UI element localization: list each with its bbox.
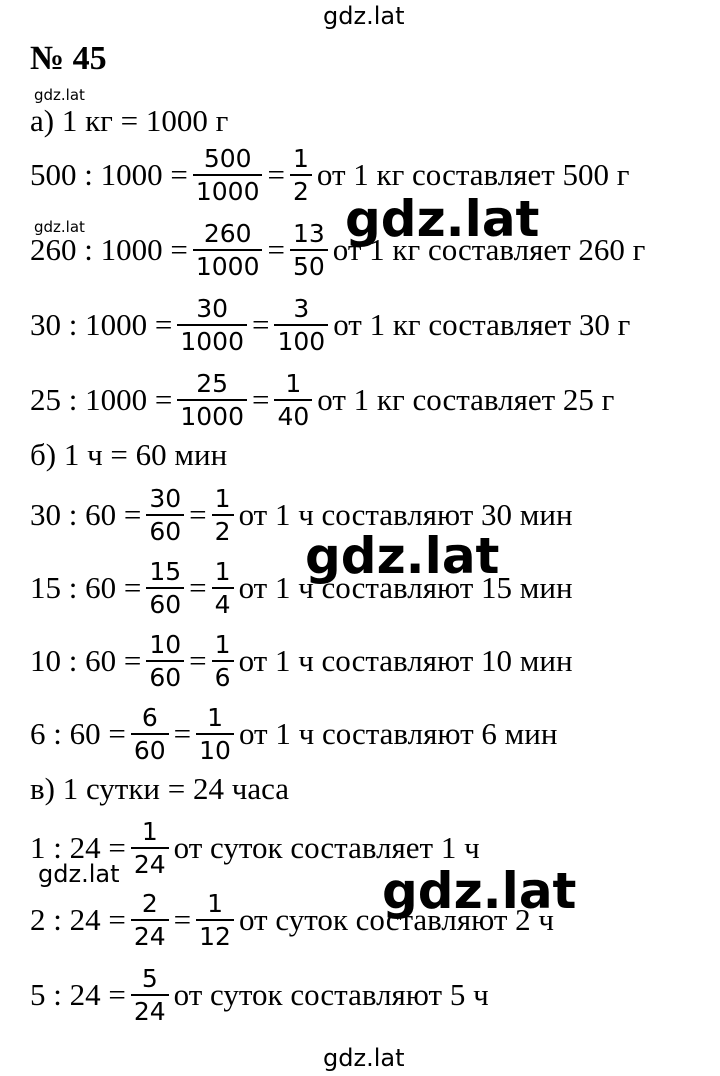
fraction: $\frac{30}{60}$ bbox=[146, 483, 184, 548]
watermark-large: gdz.lat bbox=[382, 862, 577, 920]
equation-expr: 500 : 1000 = bbox=[30, 157, 188, 192]
equation-expr: 5 : 24 = bbox=[30, 977, 126, 1012]
equation-row: 25 : 1000 = $\frac{25}{1000}$ = $\frac{1}{40}$ от 1 кг составляет 25 г bbox=[30, 368, 615, 431]
fraction: $\frac{2}{24}$ bbox=[131, 888, 169, 953]
fraction: $\frac{1}{2}$ bbox=[290, 143, 312, 208]
equation-row bbox=[30, 955, 489, 1035]
equation-row: 30 : 60 = $\frac{30}{60}$ = $\frac{1}{2}$ от 1 ч составляют 30 мин bbox=[30, 483, 573, 546]
fraction: $\frac{500}{1000}$ bbox=[193, 143, 263, 208]
equation-expr: 25 : 1000 = bbox=[30, 382, 173, 417]
fraction: $\frac{1}{2}$ bbox=[212, 483, 234, 548]
fraction: $\frac{25}{1000}$ bbox=[177, 368, 247, 433]
watermark-large: gdz.lat bbox=[305, 527, 500, 585]
part-b-heading: б) 1 ч = 60 мин bbox=[30, 437, 228, 472]
equation-text: от суток составляют 5 ч bbox=[173, 977, 489, 1012]
fraction: $\frac{30}{1000}$ bbox=[177, 293, 247, 358]
equation-expr: 30 : 60 = bbox=[30, 497, 142, 532]
equation-expr: 1 : 24 = bbox=[30, 830, 126, 865]
watermark-bottom: gdz.lat bbox=[323, 1044, 405, 1072]
fraction: $\frac{1}{12}$ bbox=[196, 888, 234, 953]
fraction: $\frac{1}{10}$ bbox=[196, 702, 234, 767]
equation-text: от 1 ч составляют 6 мин bbox=[238, 716, 558, 751]
equation-expr: 10 : 60 = bbox=[30, 643, 142, 678]
equation-text: от 1 кг составляет 500 г bbox=[316, 157, 630, 192]
fraction: $\frac{260}{1000}$ bbox=[193, 218, 263, 283]
equation-expr: 2 : 24 = bbox=[30, 902, 126, 937]
equation-expr: 6 : 60 = bbox=[30, 716, 126, 751]
watermark-small: gdz.lat bbox=[34, 86, 85, 104]
part-c-heading: в) 1 сутки = 24 часа bbox=[30, 771, 289, 806]
equation-row: 500 : 1000 = $\frac{500}{1000}$ = $\frac{1}{2}$ от 1 кг составляет 500 г bbox=[30, 143, 630, 206]
equation-text: от 1 кг составляет 25 г bbox=[317, 382, 615, 417]
equation-text: от 1 ч составляют 15 мин bbox=[238, 570, 573, 605]
fraction: $\frac{13}{50}$ bbox=[290, 218, 328, 283]
fraction: $\frac{15}{60}$ bbox=[146, 556, 184, 621]
fraction: $\frac{3}{100}$ bbox=[274, 293, 328, 358]
equation-text: от 1 кг составляет 260 г bbox=[332, 232, 646, 267]
equation-row: 15 : 60 = $\frac{15}{60}$ = $\frac{1}{4}$ от 1 ч составляют 15 мин bbox=[30, 556, 573, 619]
fraction: $\frac{1}{4}$ bbox=[212, 556, 234, 621]
fraction: $\frac{5}{24}$ bbox=[131, 963, 169, 1028]
watermark-small: gdz.lat bbox=[34, 218, 85, 236]
fraction: $\frac{6}{60}$ bbox=[131, 702, 169, 767]
fraction: $\frac{1}{24}$ bbox=[131, 816, 169, 881]
equation-text: от суток составляют 2 ч bbox=[238, 902, 554, 937]
exercise-number: № 45 bbox=[30, 40, 107, 77]
equation-expr: 30 : 1000 = bbox=[30, 307, 173, 342]
watermark-large: gdz.lat bbox=[345, 190, 540, 248]
equation-text: от 1 ч составляют 30 мин bbox=[238, 497, 573, 532]
equation-row: 10 : 60 = $\frac{10}{60}$ = $\frac{1}{6}$ от 1 ч составляют 10 мин bbox=[30, 629, 573, 692]
fraction: $\frac{1}{40}$ bbox=[274, 368, 312, 433]
watermark-top: gdz.lat bbox=[323, 2, 405, 30]
equation-text: от суток составляет 1 ч bbox=[173, 830, 480, 865]
equation-expr: 15 : 60 = bbox=[30, 570, 142, 605]
fraction: $\frac{10}{60}$ bbox=[146, 629, 184, 694]
equation-expr: 260 : 1000 = bbox=[30, 232, 188, 267]
watermark-small: gdz.lat bbox=[38, 860, 120, 888]
equation-row: 2 : 24 = $\frac{2}{24}$ = $\frac{1}{12}$ от суток составляют 2 ч bbox=[30, 888, 554, 951]
equation-row: 6 : 60 = $\frac{6}{60}$ = $\frac{1}{10}$ от 1 ч составляют 6 мин bbox=[30, 702, 558, 765]
equation-row: 30 : 1000 = $\frac{30}{1000}$ = $\frac{3}{100}$ от 1 кг составляет 30 г bbox=[30, 293, 631, 356]
equation-row: 260 : 1000 = $\frac{260}{1000}$ = $\frac{13}{50}$ от 1 кг составляет 260 г bbox=[30, 218, 646, 281]
part-a-heading: а) 1 кг = 1000 г bbox=[30, 103, 229, 138]
equation-text: от 1 ч составляют 10 мин bbox=[238, 643, 573, 678]
fraction: $\frac{1}{6}$ bbox=[212, 629, 234, 694]
equation-text: от 1 кг составляет 30 г bbox=[333, 307, 631, 342]
